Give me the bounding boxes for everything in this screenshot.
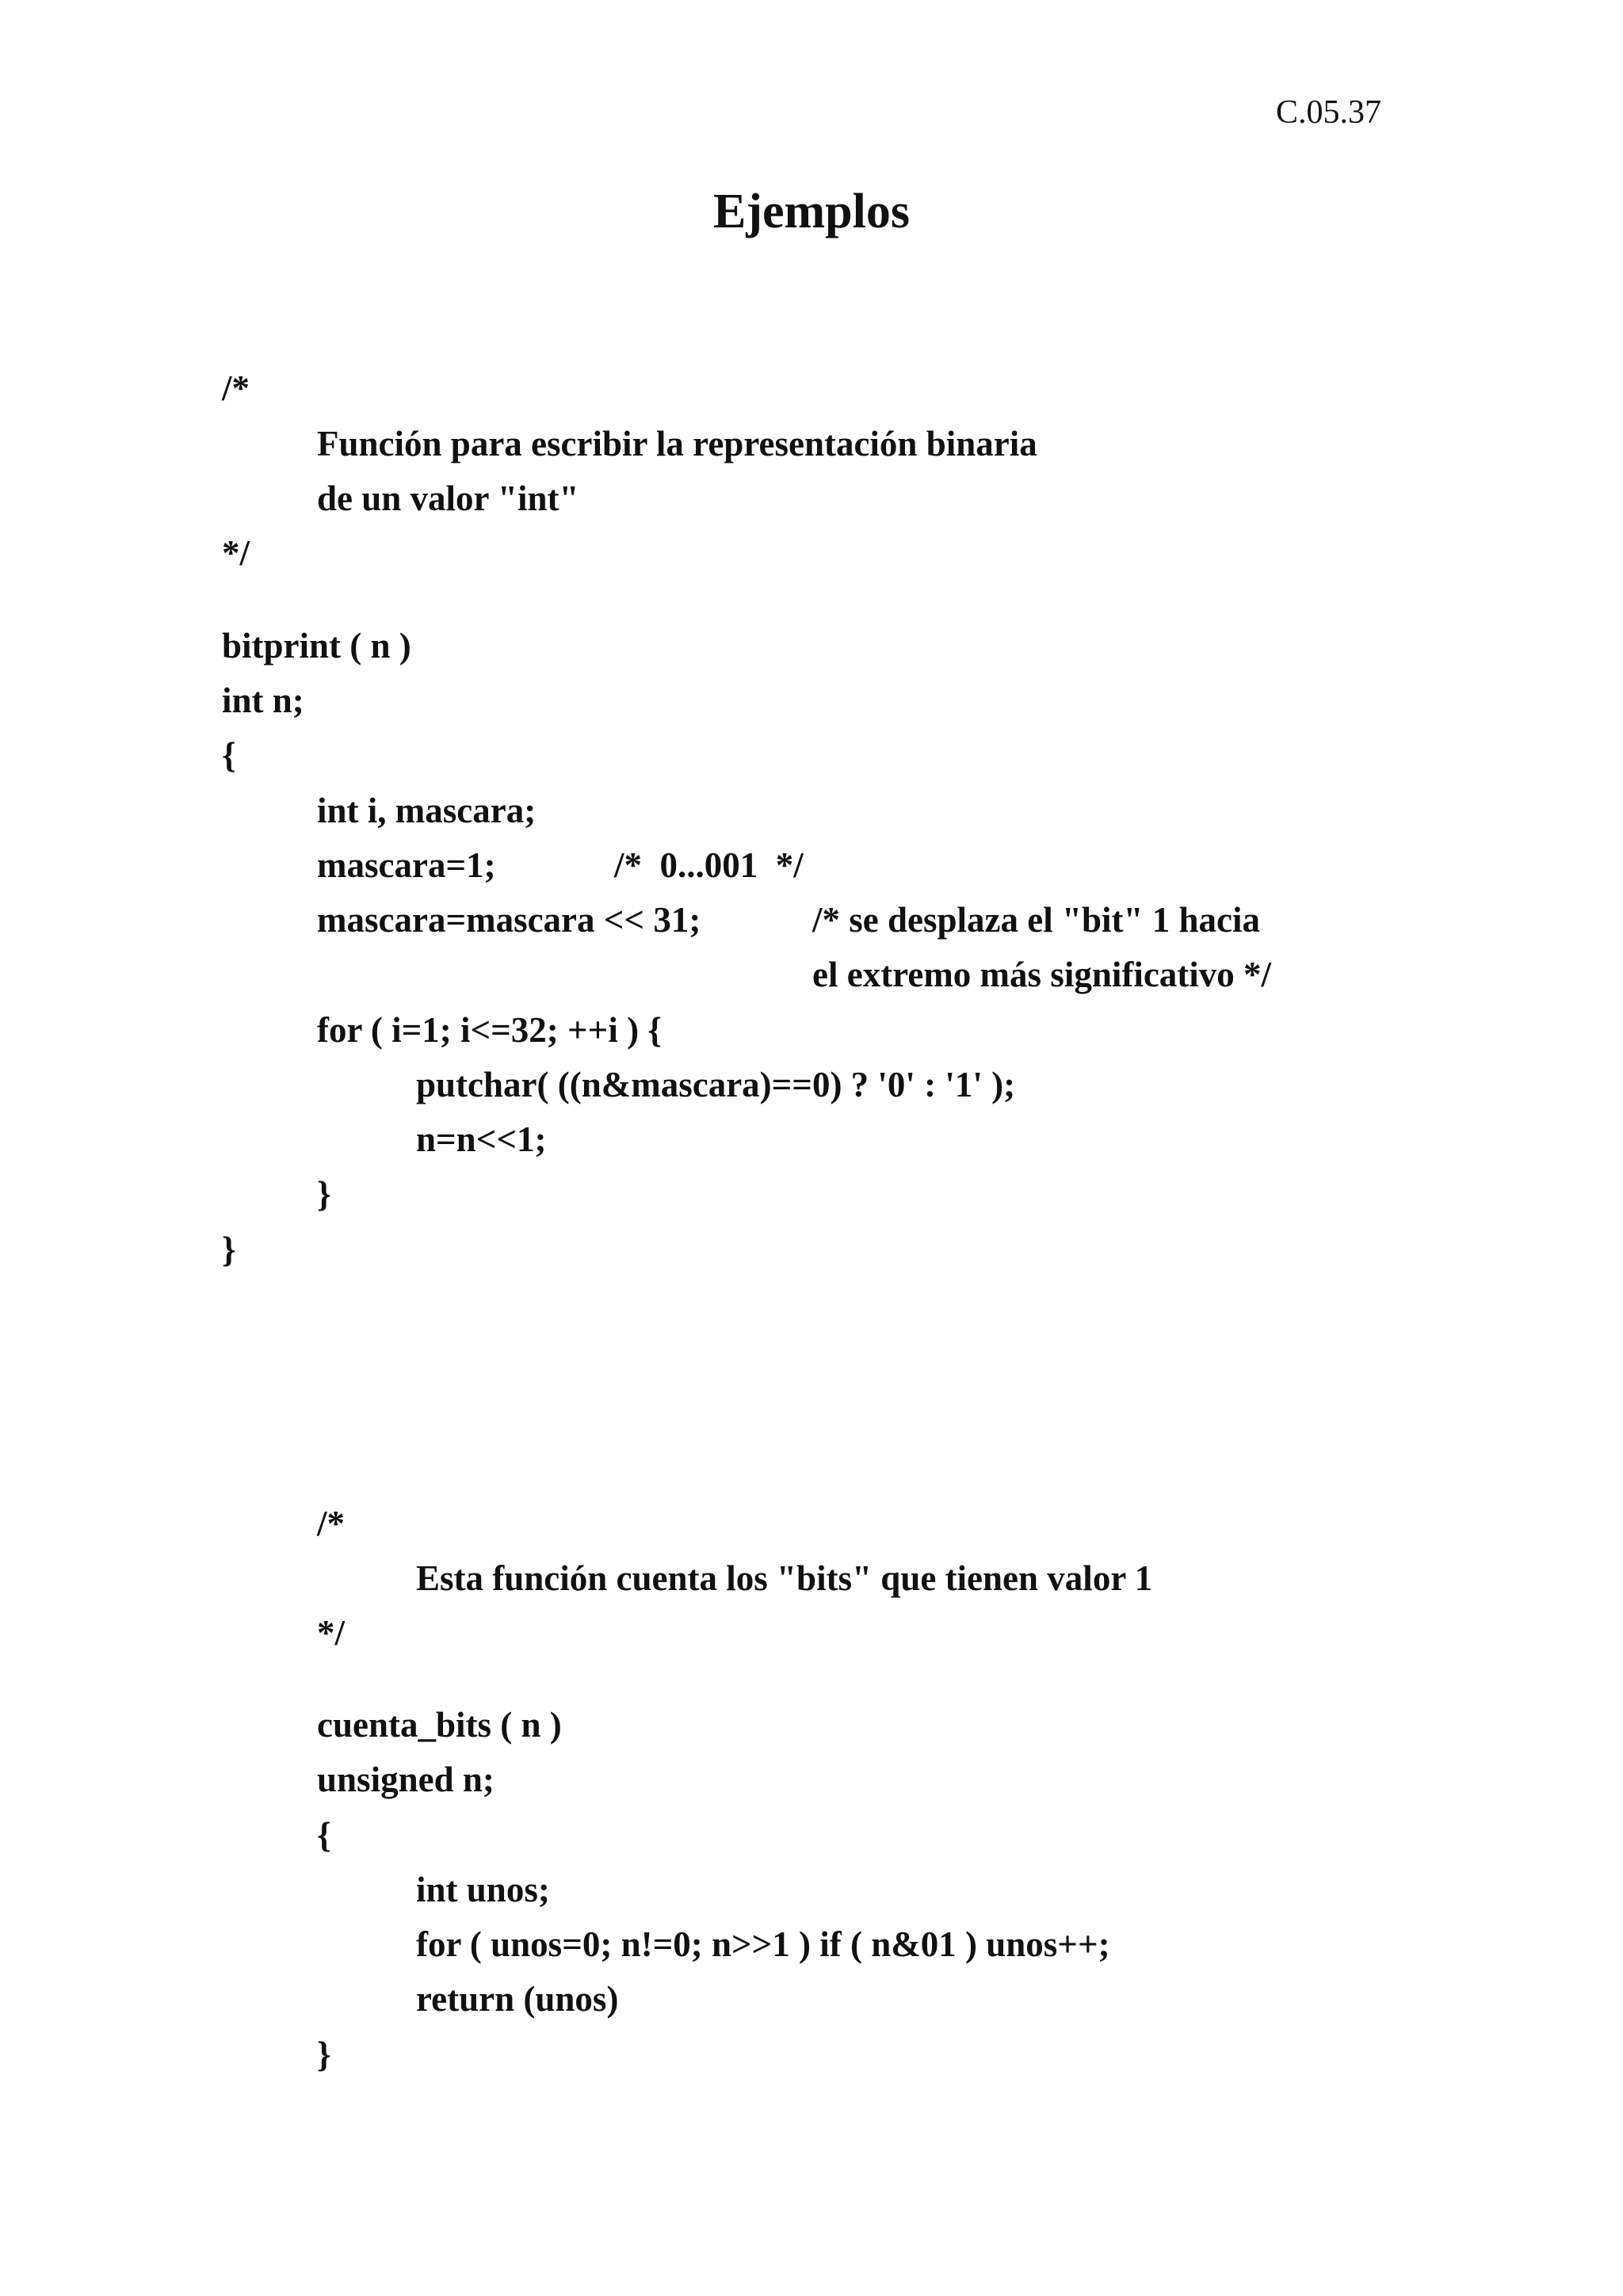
- variable-declaration: int unos;: [416, 1870, 550, 1909]
- page-title: Ejemplos: [713, 185, 910, 238]
- brace-open: {: [222, 735, 236, 775]
- comment-text: Esta función cuenta los "bits" que tienen valor 1: [416, 1558, 1153, 1598]
- function-signature: bitprint ( n ): [222, 626, 411, 666]
- for-loop-header: for ( i=1; i<=32; ++i ) {: [317, 1010, 663, 1050]
- code-statement: putchar( ((n&mascara)==0) ? '0' : '1' );: [416, 1065, 1016, 1104]
- inline-comment: el extremo más significativo */: [812, 955, 1272, 994]
- inline-comment: /* 0...001 */: [614, 845, 804, 885]
- brace-close: }: [222, 1230, 236, 1269]
- comment-open: /*: [222, 368, 250, 408]
- code-statement: n=n<<1;: [416, 1119, 547, 1159]
- for-loop-header: for ( unos=0; n!=0; n>>1 ) if ( n&01 ) unos++;: [416, 1924, 1110, 1964]
- comment-text: de un valor "int": [317, 479, 579, 518]
- parameter-declaration: int n;: [222, 681, 304, 720]
- function-signature: cuenta_bits ( n ): [317, 1705, 562, 1745]
- inline-comment: /* se desplaza el "bit" 1 hacia: [812, 900, 1260, 940]
- return-statement: return (unos): [416, 1979, 619, 2019]
- brace-close: }: [317, 2035, 331, 2074]
- parameter-declaration: unsigned n;: [317, 1760, 495, 1799]
- variable-declaration: int i, mascara;: [317, 791, 537, 830]
- comment-open: /*: [317, 1504, 346, 1543]
- page-number: C.05.37: [1276, 94, 1382, 131]
- comment-close: */: [317, 1613, 346, 1653]
- comment-close: */: [222, 533, 250, 573]
- code-statement: mascara=1;: [317, 845, 496, 885]
- code-statement: mascara=mascara << 31;: [317, 900, 701, 940]
- brace-open: {: [317, 1815, 331, 1855]
- brace-close: }: [317, 1174, 331, 1214]
- comment-text: Función para escribir la representación binaria: [317, 424, 1037, 463]
